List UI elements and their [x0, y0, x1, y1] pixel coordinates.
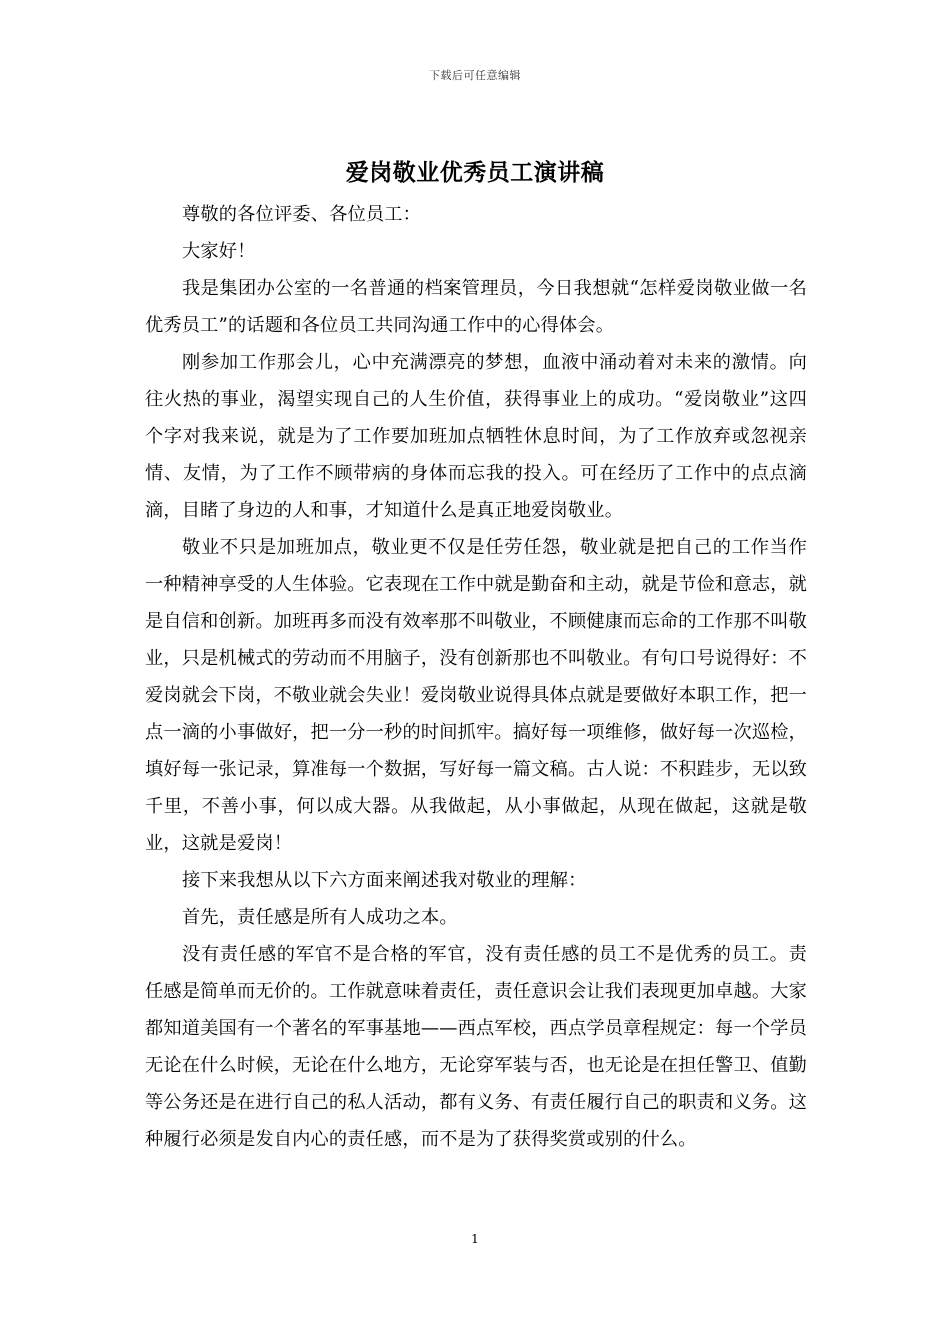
page-number: 1	[471, 1232, 479, 1246]
document-title: 爱岗敬业优秀员工演讲稿	[345, 159, 605, 186]
paragraph-salutation: 尊敬的各位评委、各位员工：	[182, 204, 422, 225]
paragraph-first-point: 首先，责任感是所有人成功之本。	[182, 907, 458, 928]
document-body	[145, 196, 807, 1158]
paragraph-greeting: 大家好！	[182, 241, 256, 262]
paragraph-six-aspects: 接下来我想从以下六方面来阐述我对敬业的理解：	[182, 870, 587, 891]
paragraph-early-career: 刚参加工作那会儿，心中充满漂亮的梦想，血液中涌动着对未来的激情。向往火热的事业，渴望实现自己的人生价值，获得事业上的成功。“爱岗敬业”这四个字对我来说，就是为了工作要加班加点牺牲休息时间，为了工作放弃或忽视亲情、友情，为了工作不顾带病的身体而忘我的投入。可在经历了工作中的点点滴滴，目睹了身边的人和事，才知道什么是真正地爱岗敬业。	[145, 352, 807, 521]
paragraph-responsibility: 没有责任感的军官不是合格的军官，没有责任感的员工不是优秀的员工。责任感是简单而无价的。工作就意味着责任，责任意识会让我们表现更加卓越。大家都知道美国有一个著名的军事基地——西点军校，西点学员章程规定：每一个学员无论在什么时候，无论在什么地方，无论穿军装与否，也无论是在担任警卫、值勤等公务还是在进行自己的私人活动，都有义务、有责任履行自己的职责和义务。这种履行必须是发自内心的责任感，而不是为了获得奖赏或别的什么。	[145, 944, 807, 1150]
paragraph-introduction: 我是集团办公室的一名普通的档案管理员，今日我想就“怎样爱岗敬业做一名优秀员工”的话题和各位员工共同沟通工作中的心得体会。	[145, 278, 807, 336]
paragraph-meaning-of-dedication: 敬业不只是加班加点，敬业更不仅是任劳任怨，敬业就是把自己的工作当作一种精神享受的人生体验。它表现在工作中就是勤奋和主动，就是节俭和意志，就是自信和创新。加班再多而没有效率那不叫敬业，不顾健康而忘命的工作那不叫敬业，只是机械式的劳动而不用脑子，没有创新那也不叫敬业。有句口号说得好：不爱岗就会下岗，不敬业就会失业！爱岗敬业说得具体点就是要做好本职工作，把一点一滴的小事做好，把一分一秒的时间抓牢。搞好每一项维修，做好每一次巡检，填好每一张记录，算准每一个数据，写好每一篇文稿。古人说：不积跬步，无以致千里，不善小事，何以成大器。从我做起，从小事做起，从现在做起，这就是敬业，这就是爱岗！	[145, 537, 807, 854]
header-note: 下载后可任意编辑	[429, 69, 521, 82]
